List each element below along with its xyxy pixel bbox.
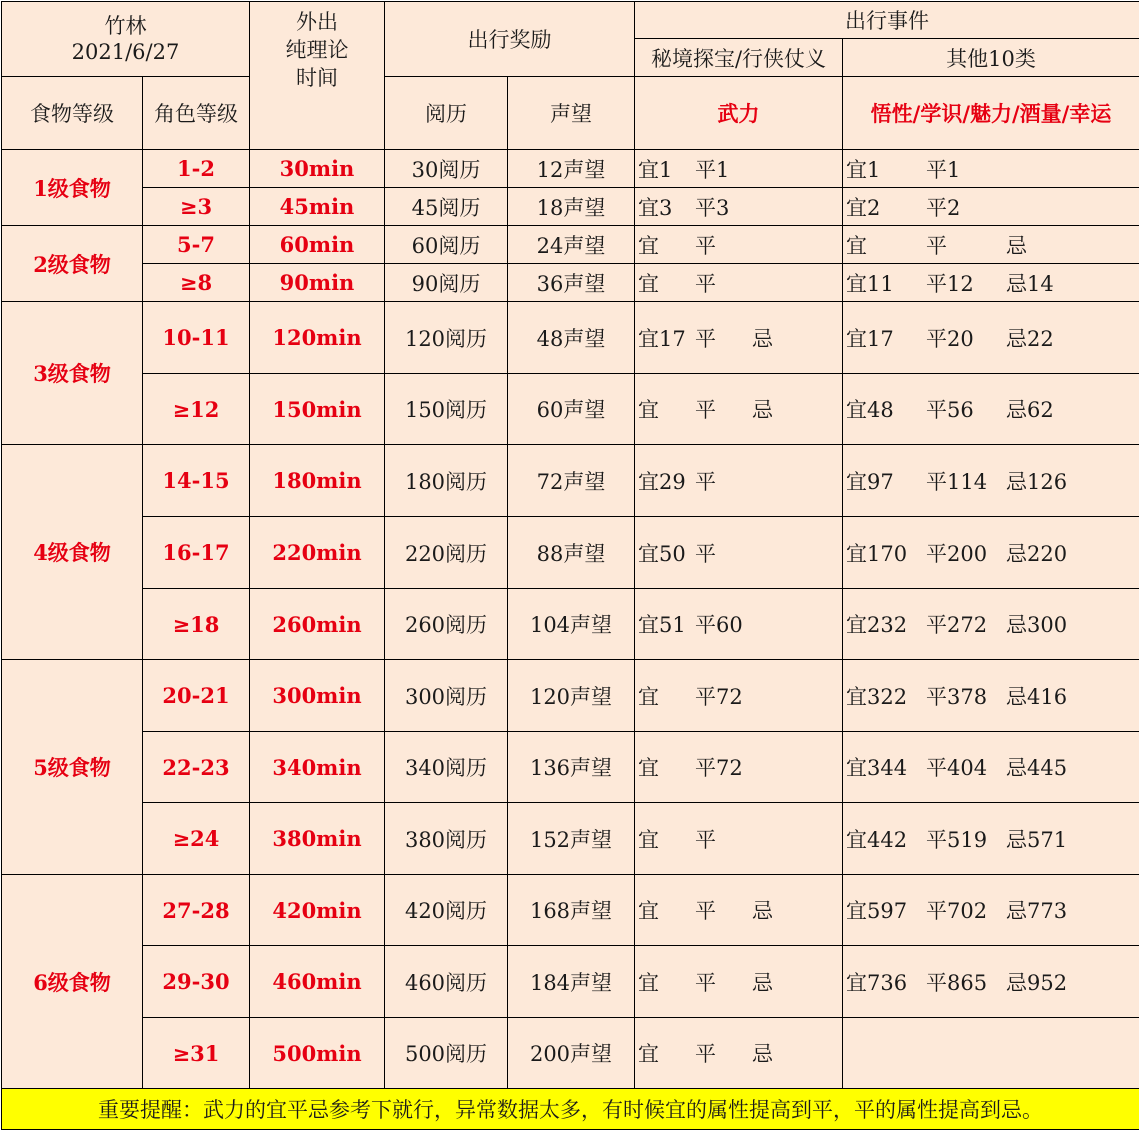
ping-value: 平114	[926, 466, 1006, 496]
exp-cell: 180阅历	[385, 445, 508, 517]
wuli-event-cell	[635, 660, 843, 732]
food-level-header: 食物等级	[2, 77, 143, 150]
ji-value: 忌773	[1006, 895, 1067, 925]
exp-cell: 380阅历	[385, 803, 508, 875]
time-cell: 60min	[250, 226, 385, 264]
food-level-cell: 2级食物	[2, 226, 143, 302]
yi-value: 宜232	[846, 609, 926, 639]
time-cell: 500min	[250, 1018, 385, 1089]
food-level-cell: 5级食物	[2, 660, 143, 875]
table-row	[2, 946, 1139, 1018]
char-level-cell: 29-30	[143, 946, 250, 1018]
yi-value: 宜736	[846, 967, 926, 997]
table-row	[2, 803, 1139, 875]
char-level-cell: ≥8	[143, 264, 250, 302]
table-row	[2, 302, 1139, 374]
wuli-event-cell	[635, 1018, 843, 1089]
ping-value: 平	[695, 967, 752, 997]
table-row	[2, 445, 1139, 517]
other-event-cell	[843, 517, 1139, 589]
fame-cell: 48声望	[508, 302, 635, 374]
fame-cell: 136声望	[508, 732, 635, 803]
yi-value: 宜597	[846, 895, 926, 925]
fame-cell: 120声望	[508, 660, 635, 732]
time-cell: 180min	[250, 445, 385, 517]
yi-value: 宜344	[846, 752, 926, 782]
other-event-cell	[843, 660, 1139, 732]
ji-value: 忌62	[1006, 394, 1054, 424]
ping-value: 平519	[926, 824, 1006, 854]
yi-value: 宜	[638, 230, 695, 260]
ping-value: 平	[695, 323, 752, 353]
fame-cell: 88声望	[508, 517, 635, 589]
ji-value: 忌	[752, 1038, 773, 1068]
time-cell: 460min	[250, 946, 385, 1018]
yi-value: 宜	[638, 681, 695, 711]
other-event-cell	[843, 732, 1139, 803]
ji-value: 忌	[752, 895, 773, 925]
time-cell: 120min	[250, 302, 385, 374]
event-sub-header-2: 其他10类	[843, 39, 1139, 77]
ping-value: 平	[695, 466, 752, 496]
ji-value: 忌	[752, 967, 773, 997]
food-level-cell: 1级食物	[2, 150, 143, 226]
yi-value: 宜	[846, 230, 926, 260]
other-event-cell	[843, 803, 1139, 875]
travel-table	[1, 1, 1139, 1130]
time-cell: 30min	[250, 150, 385, 188]
exp-cell: 420阅历	[385, 875, 508, 946]
ji-value: 忌	[752, 323, 773, 353]
ping-value: 平	[695, 824, 752, 854]
yi-value: 宜2	[846, 192, 926, 222]
wuli-header: 武力	[635, 77, 843, 150]
fame-cell: 200声望	[508, 1018, 635, 1089]
wuli-event-cell	[635, 226, 843, 264]
ping-value: 平272	[926, 609, 1006, 639]
ji-value: 忌571	[1006, 824, 1067, 854]
char-level-cell: 10-11	[143, 302, 250, 374]
exp-cell: 150阅历	[385, 374, 508, 445]
ping-value: 平404	[926, 752, 1006, 782]
other-event-cell	[843, 374, 1139, 445]
food-level-cell: 3级食物	[2, 302, 143, 445]
wuli-event-cell	[635, 374, 843, 445]
char-level-cell: ≥12	[143, 374, 250, 445]
ping-value: 平	[695, 268, 752, 298]
time-cell: 420min	[250, 875, 385, 946]
char-level-cell: 22-23	[143, 732, 250, 803]
ping-value: 平	[695, 1038, 752, 1068]
fame-cell: 168声望	[508, 875, 635, 946]
location-date-cell	[2, 2, 250, 77]
exp-cell: 340阅历	[385, 732, 508, 803]
ping-value: 平	[926, 230, 1006, 260]
ping-value: 平200	[926, 538, 1006, 568]
table-row	[2, 188, 1139, 226]
other-event-cell	[843, 264, 1139, 302]
event-group-header: 出行事件	[635, 2, 1139, 39]
char-level-cell: ≥18	[143, 589, 250, 660]
char-level-cell: ≥31	[143, 1018, 250, 1089]
yi-value: 宜17	[846, 323, 926, 353]
wuli-event-cell	[635, 264, 843, 302]
table-row	[2, 226, 1139, 264]
wuli-event-cell	[635, 732, 843, 803]
wuli-event-cell	[635, 589, 843, 660]
other-event-cell	[843, 589, 1139, 660]
footer-note: 重要提醒：武力的宜平忌参考下就行，异常数据太多，有时候宜的属性提高到平，平的属性提高到忌。	[2, 1089, 1139, 1130]
table-row	[2, 875, 1139, 946]
ping-value: 平	[695, 394, 752, 424]
time-cell: 380min	[250, 803, 385, 875]
exp-cell: 220阅历	[385, 517, 508, 589]
other-event-cell	[843, 302, 1139, 374]
ji-value: 忌126	[1006, 466, 1067, 496]
ji-value: 忌	[752, 394, 773, 424]
exp-header: 阅历	[385, 77, 508, 150]
fame-cell: 60声望	[508, 374, 635, 445]
char-level-cell: ≥3	[143, 188, 250, 226]
ping-value: 平72	[695, 681, 752, 711]
yi-value: 宜	[638, 1038, 695, 1068]
other-event-cell	[843, 1018, 1139, 1089]
yi-value: 宜1	[638, 154, 695, 184]
time-cell: 150min	[250, 374, 385, 445]
exp-cell: 90阅历	[385, 264, 508, 302]
ping-value: 平12	[926, 268, 1006, 298]
yi-value: 宜322	[846, 681, 926, 711]
yi-value: 宜11	[846, 268, 926, 298]
food-level-cell: 4级食物	[2, 445, 143, 660]
fame-cell: 24声望	[508, 226, 635, 264]
yi-value: 宜3	[638, 192, 695, 222]
time-cell: 90min	[250, 264, 385, 302]
char-level-cell: 1-2	[143, 150, 250, 188]
other-attrs-header: 悟性/学识/魅力/酒量/幸运	[843, 77, 1139, 150]
wuli-event-cell	[635, 150, 843, 188]
wuli-event-cell	[635, 445, 843, 517]
ji-value: 忌14	[1006, 268, 1054, 298]
other-event-cell	[843, 188, 1139, 226]
exp-cell: 60阅历	[385, 226, 508, 264]
table-row	[2, 732, 1139, 803]
ping-value: 平60	[695, 609, 752, 639]
event-sub-header-1: 秘境探宝/行侠仗义	[635, 39, 843, 77]
yi-value: 宜442	[846, 824, 926, 854]
food-level-cell: 6级食物	[2, 875, 143, 1089]
location-label: 竹林	[2, 13, 249, 39]
yi-value: 宜	[638, 268, 695, 298]
yi-value: 宜29	[638, 466, 695, 496]
exp-cell: 120阅历	[385, 302, 508, 374]
char-level-cell: 27-28	[143, 875, 250, 946]
other-event-cell	[843, 875, 1139, 946]
exp-cell: 460阅历	[385, 946, 508, 1018]
other-event-cell	[843, 226, 1139, 264]
ji-value: 忌	[1006, 230, 1027, 260]
fame-cell: 152声望	[508, 803, 635, 875]
ping-value: 平702	[926, 895, 1006, 925]
ji-value: 忌300	[1006, 609, 1067, 639]
fame-cell: 72声望	[508, 445, 635, 517]
time-cell: 45min	[250, 188, 385, 226]
char-level-cell: 5-7	[143, 226, 250, 264]
time-cell: 260min	[250, 589, 385, 660]
exp-cell: 500阅历	[385, 1018, 508, 1089]
table-row	[2, 589, 1139, 660]
ping-value: 平	[695, 538, 752, 568]
fame-header: 声望	[508, 77, 635, 150]
yi-value: 宜17	[638, 323, 695, 353]
char-level-cell: 16-17	[143, 517, 250, 589]
ping-value: 平3	[695, 192, 752, 222]
time-cell: 340min	[250, 732, 385, 803]
char-level-cell: 14-15	[143, 445, 250, 517]
exp-cell: 30阅历	[385, 150, 508, 188]
table-row	[2, 150, 1139, 188]
fame-cell: 184声望	[508, 946, 635, 1018]
time-cell: 300min	[250, 660, 385, 732]
yi-value: 宜1	[846, 154, 926, 184]
char-level-cell: ≥24	[143, 803, 250, 875]
exp-cell: 45阅历	[385, 188, 508, 226]
fame-cell: 18声望	[508, 188, 635, 226]
ping-value: 平72	[695, 752, 752, 782]
ping-value: 平378	[926, 681, 1006, 711]
yi-value: 宜	[638, 967, 695, 997]
yi-value: 宜50	[638, 538, 695, 568]
yi-value: 宜48	[846, 394, 926, 424]
other-event-cell	[843, 445, 1139, 517]
ping-value: 平1	[695, 154, 752, 184]
ji-value: 忌952	[1006, 967, 1067, 997]
yi-value: 宜51	[638, 609, 695, 639]
yi-value: 宜170	[846, 538, 926, 568]
ping-value: 平20	[926, 323, 1006, 353]
yi-value: 宜	[638, 895, 695, 925]
fame-cell: 12声望	[508, 150, 635, 188]
wuli-event-cell	[635, 803, 843, 875]
ji-value: 忌22	[1006, 323, 1054, 353]
table-row	[2, 1018, 1139, 1089]
wuli-event-cell	[635, 302, 843, 374]
wuli-event-cell	[635, 946, 843, 1018]
ping-value: 平	[695, 895, 752, 925]
time-column-header: 外出 纯理论 时间	[250, 2, 385, 150]
ji-value: 忌445	[1006, 752, 1067, 782]
other-event-cell	[843, 946, 1139, 1018]
char-level-cell: 20-21	[143, 660, 250, 732]
other-event-cell	[843, 150, 1139, 188]
yi-value: 宜	[638, 394, 695, 424]
ji-value: 忌416	[1006, 681, 1067, 711]
ping-value: 平56	[926, 394, 1006, 424]
time-cell: 220min	[250, 517, 385, 589]
char-level-header: 角色等级	[143, 77, 250, 150]
table-row	[2, 374, 1139, 445]
wuli-event-cell	[635, 188, 843, 226]
reward-group-header: 出行奖励	[385, 2, 635, 77]
table-row	[2, 660, 1139, 732]
fame-cell: 36声望	[508, 264, 635, 302]
ping-value: 平	[695, 230, 752, 260]
wuli-event-cell	[635, 517, 843, 589]
yi-value: 宜	[638, 824, 695, 854]
fame-cell: 104声望	[508, 589, 635, 660]
table-row	[2, 517, 1139, 589]
yi-value: 宜	[638, 752, 695, 782]
yi-value: 宜97	[846, 466, 926, 496]
ji-value: 忌220	[1006, 538, 1067, 568]
ping-value: 平1	[926, 154, 1006, 184]
table-row	[2, 264, 1139, 302]
exp-cell: 300阅历	[385, 660, 508, 732]
ping-value: 平865	[926, 967, 1006, 997]
exp-cell: 260阅历	[385, 589, 508, 660]
ping-value: 平2	[926, 192, 1006, 222]
wuli-event-cell	[635, 875, 843, 946]
date-label: 2021/6/27	[2, 39, 249, 65]
